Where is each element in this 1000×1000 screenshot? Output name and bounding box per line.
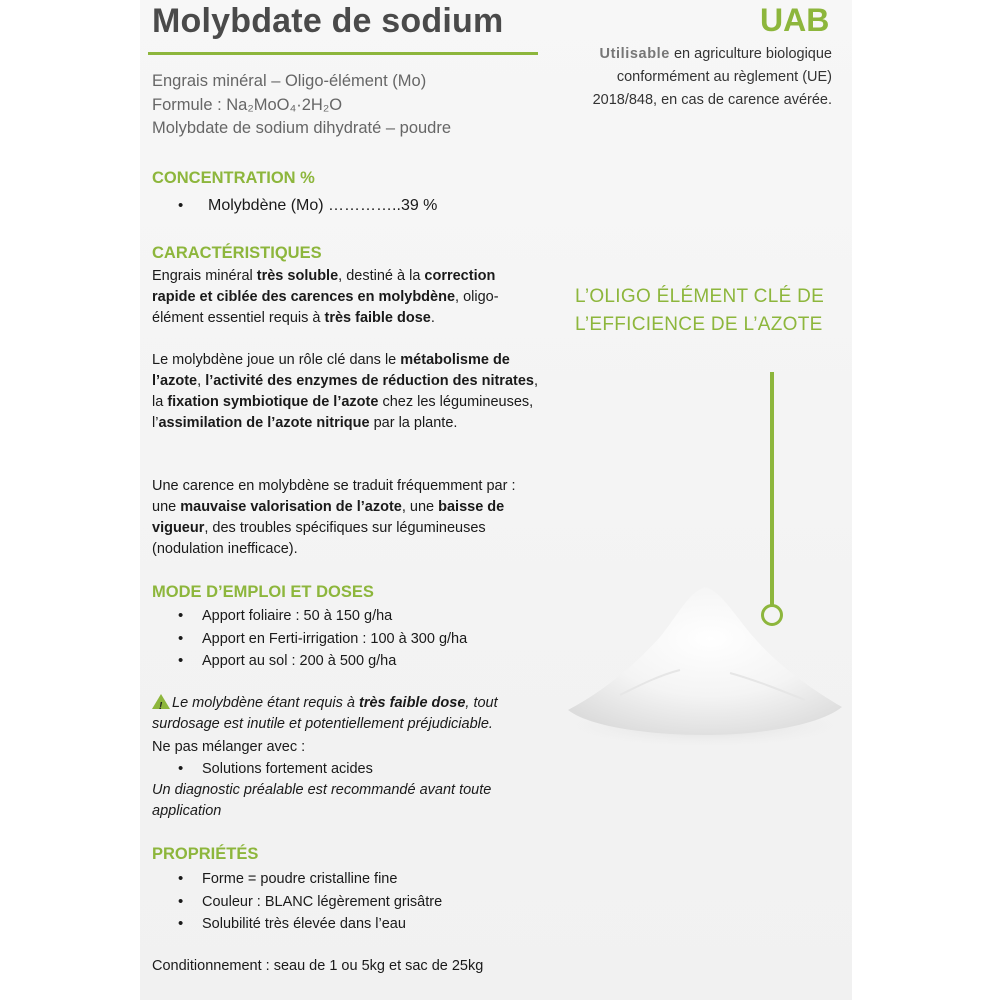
concentration-heading: CONCENTRATION % <box>152 169 315 187</box>
tagline <box>575 283 824 339</box>
bold-run: fixation symbiotique de l’azote <box>167 394 379 410</box>
intro-form: Molybdate de sodium dihydraté – poudre <box>152 119 452 137</box>
property-solubility: • Solubilité très élevée dans l’eau <box>152 913 542 936</box>
text-run: Une carence en molybdène se traduit fréquemment par : une <box>152 478 516 515</box>
bio-line1: en agriculture biologique <box>669 46 832 62</box>
mix-item: • Solutions fortement acides <box>152 758 542 781</box>
warning-text: , tout surdosage est inutile et potentiellement préjudiciable. <box>152 695 498 732</box>
intro-formula: Formule : Na₂MoO₄·2H₂O <box>152 95 343 114</box>
usage-item-fertirrigation: • Apport en Ferti-irrigation : 100 à 300 g/ha <box>152 628 542 651</box>
packaging-info: Conditionnement : seau de 1 ou 5kg et sac de 25kg <box>152 958 484 974</box>
usage-item-soil: • Apport au sol : 200 à 500 g/ha <box>152 650 542 673</box>
property-form: • Forme = poudre cristalline fine <box>152 868 542 891</box>
usage-heading: MODE D’EMPLOI ET DOSES <box>152 583 374 601</box>
text-run: par la plante. <box>369 415 458 431</box>
accent-ring-icon <box>761 604 783 626</box>
bold-run: baisse de vigueur <box>152 499 505 536</box>
warning-triangle-icon <box>152 694 170 709</box>
product-intro <box>152 70 451 141</box>
concentration-item: • Molybdène (Mo) …………..39 % <box>152 195 532 218</box>
text-run: , des troubles spécifiques sur légumineuses (nodulation inefficace). <box>152 520 486 557</box>
text-run: , oligo-élément essentiel requis à <box>152 289 499 326</box>
bio-line2: conformément au règlement (UE) <box>616 69 832 85</box>
text-run: , <box>197 373 206 389</box>
bold-run: très faible dose <box>324 310 431 326</box>
mix-list <box>152 758 542 781</box>
characteristics-p1 <box>152 266 542 329</box>
bold-run: l’activité des enzymes de réduction des nitrates <box>205 373 534 389</box>
page-title: Molybdate de sodium <box>152 2 504 40</box>
text-run: , destiné à la <box>338 268 425 284</box>
bold-run: métabolisme de l’azote <box>152 352 510 389</box>
text-run: , la <box>152 373 539 410</box>
characteristics-p3 <box>152 476 542 560</box>
text-run: Engrais minéral <box>152 268 257 284</box>
bold-run: assimilation de l’azote nitrique <box>158 415 370 431</box>
accent-vertical-line <box>770 372 774 608</box>
warning-note <box>152 692 542 735</box>
title-underline <box>148 52 538 55</box>
properties-heading: PROPRIÉTÉS <box>152 845 259 863</box>
characteristics-p2 <box>152 350 542 434</box>
mix-label: Ne pas mélanger avec : <box>152 739 306 755</box>
warning-text: Le molybdène étant requis à <box>172 695 360 711</box>
bio-lead: Utilisable <box>599 46 670 62</box>
tagline-line1: L’OLIGO ÉLÉMENT CLÉ DE <box>575 286 825 307</box>
tagline-line2: L’EFFICIENCE DE L’AZOTE <box>575 314 823 335</box>
usage-list <box>152 605 542 673</box>
property-color: • Couleur : BLANC légèrement grisâtre <box>152 891 542 914</box>
powder-pile <box>568 587 842 735</box>
usage-item-foliar: • Apport foliaire : 50 à 150 g/ha <box>152 605 542 628</box>
properties-list <box>152 868 542 936</box>
concentration-list <box>152 195 532 218</box>
bio-line3: 2018/848, en cas de carence avérée. <box>592 92 832 108</box>
text-run: chez les légumineuses, l’ <box>152 394 534 431</box>
text-run: Le molybdène joue un rôle clé dans le <box>152 352 401 368</box>
organic-certification-note <box>556 43 832 112</box>
bold-run: correction rapide et ciblée des carences en molybdène <box>152 268 496 305</box>
intro-type: Engrais minéral – Oligo-élément (Mo) <box>152 72 427 90</box>
text-run: , une <box>401 499 439 515</box>
powder-pile-image <box>560 575 850 755</box>
bold-run: très soluble <box>256 268 339 284</box>
diagnostic-note: Un diagnostic préalable est recommandé avant toute application <box>152 782 492 819</box>
text-run: . <box>430 310 435 326</box>
warning-bold: très faible dose <box>359 695 466 711</box>
bold-run: mauvaise valorisation de l’azote <box>180 499 402 515</box>
characteristics-heading: CARACTÉRISTIQUES <box>152 244 322 262</box>
uab-badge: UAB <box>760 2 830 38</box>
